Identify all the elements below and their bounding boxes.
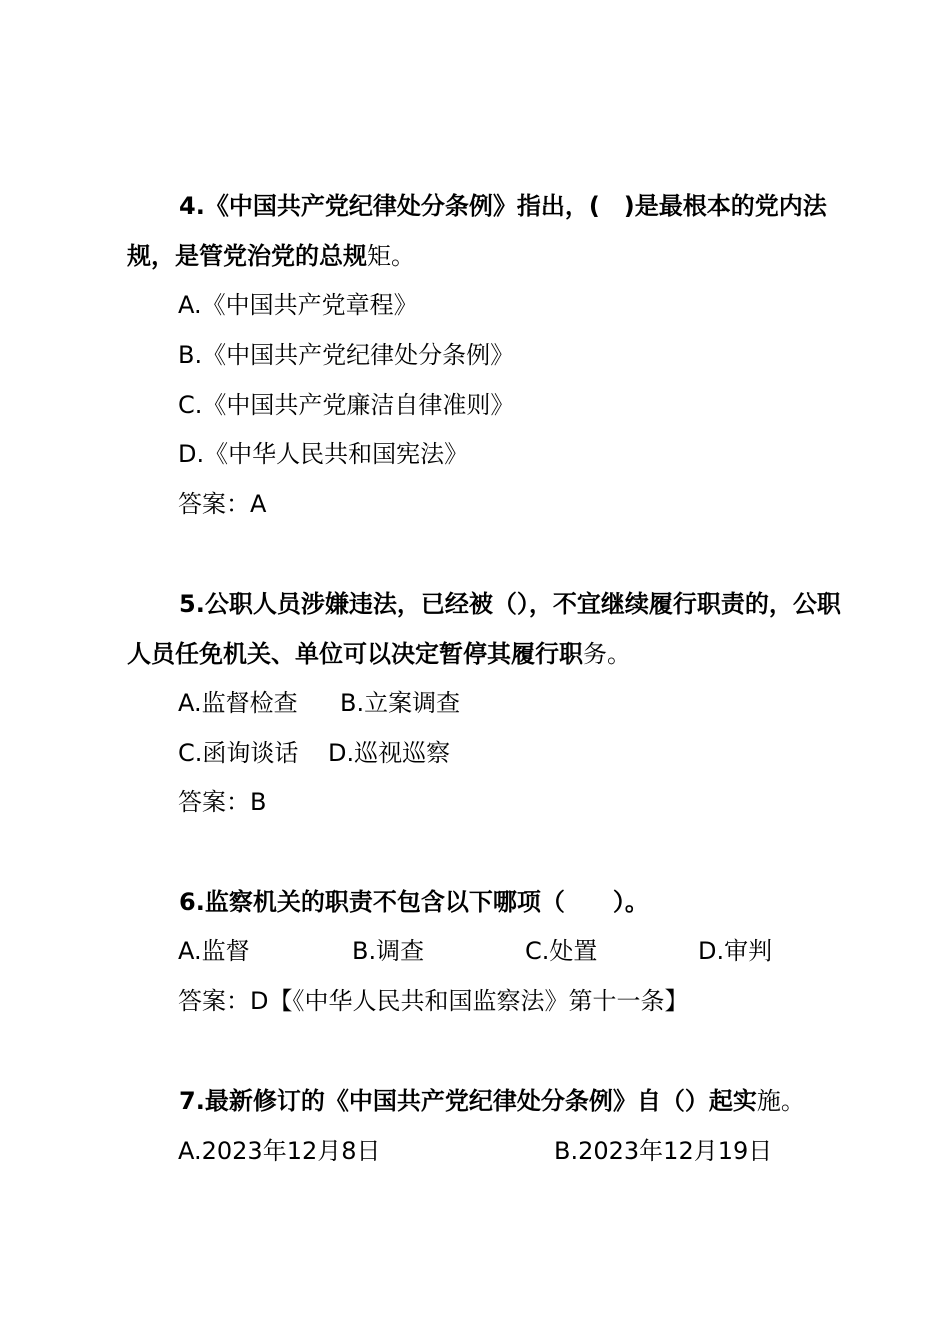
q5-option-a: A.监督检查 (178, 689, 298, 717)
q7-option-a: A.2023年12月8日 (178, 1137, 381, 1165)
question-5 (127, 580, 857, 679)
question-4-tail: 矩。 (367, 241, 415, 270)
question-5-tail: 务。 (583, 639, 631, 668)
q4-option-c: C.《中国共产党廉洁自律准则》 (178, 391, 515, 419)
q6-option-b: B.调查 (352, 937, 425, 965)
q5-option-b: B.立案调查 (340, 689, 461, 717)
question-6-text: 6.监察机关的职责不包含以下哪项（ ）。 (179, 888, 649, 916)
question-4-text: 4.《中国共产党纪律处分条例》指出，( )是最根本的党内法规，是管党治党的总规 (127, 192, 827, 270)
q4-answer: 答案：A (178, 490, 267, 518)
q5-option-c: C.函询谈话 (178, 739, 299, 767)
question-7 (127, 1077, 857, 1127)
q4-option-d: D.《中华人民共和国宪法》 (178, 440, 469, 468)
q6-option-d: D.审判 (698, 937, 773, 965)
q6-option-c: C.处置 (525, 937, 598, 965)
question-7-tail: 施。 (756, 1087, 805, 1115)
q6-option-a: A.监督 (178, 937, 250, 965)
question-7-text: 7.最新修订的《中国共产党纪律处分条例》自（）起实 (179, 1087, 757, 1115)
q5-option-d: D.巡视巡察 (328, 739, 451, 767)
q5-answer: 答案：B (178, 788, 267, 816)
q7-option-b: B.2023年12月19日 (554, 1137, 773, 1165)
q4-option-b: B.《中国共产党纪律处分条例》 (178, 341, 515, 369)
q6-answer: 答案：D【《中华人民共和国监察法》第十一条】 (178, 987, 689, 1015)
q4-option-a: A.《中国共产党章程》 (178, 291, 418, 319)
question-5-text: 5.公职人员涉嫌违法，已经被（），不宜继续履行职责的，公职人员任免机关、单位可以决定暂停其履行职 (127, 590, 841, 668)
question-4 (127, 182, 857, 281)
question-6 (127, 878, 857, 928)
